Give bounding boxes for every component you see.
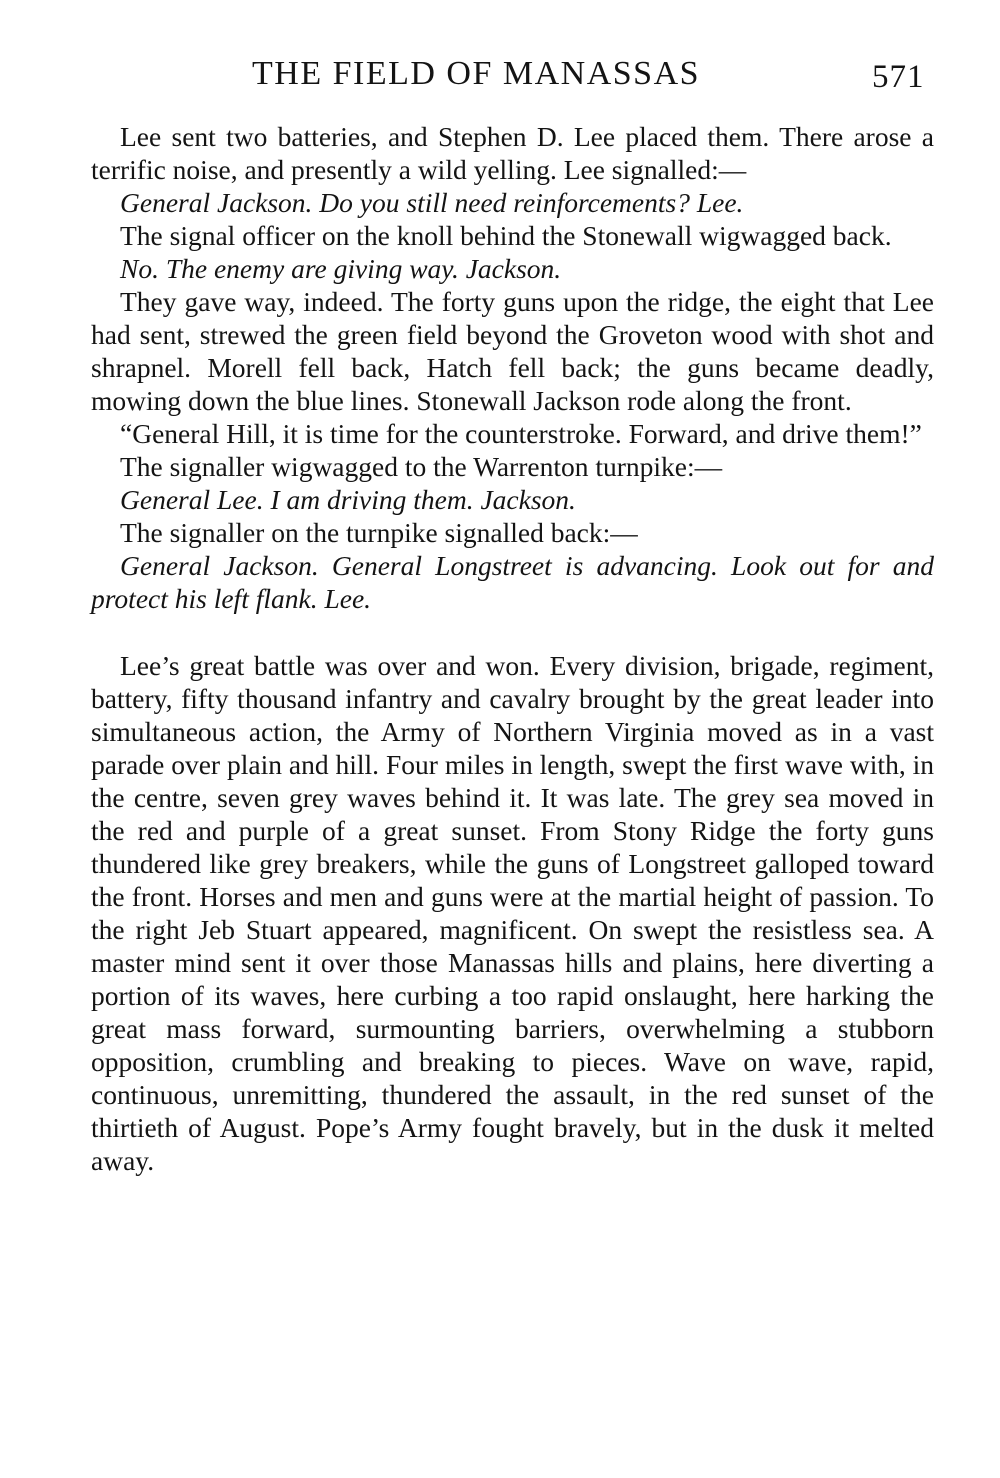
signal-message: General Jackson. Do you still need reinforcements? Lee. — [120, 187, 744, 218]
body-text — [91, 120, 934, 1177]
paragraph: Lee sent two batteries, and Stephen D. Lee placed them. There arose a terrific noise, and presently a wild yelling. Lee signalled:— — [91, 121, 934, 185]
chapter-title: THE FIELD OF MANASSAS — [252, 55, 701, 92]
dialogue-paragraph: “General Hill, it is time for the counterstroke. Forward, and drive them!” — [120, 418, 922, 449]
section-break — [91, 615, 934, 649]
signal-message: General Jackson. General Longstreet is advancing. Look out for and protect his left flank. Lee. — [91, 550, 934, 614]
running-head — [0, 52, 1000, 96]
paragraph: The signaller on the turnpike signalled back:— — [120, 517, 638, 548]
paragraph: The signaller wigwagged to the Warrenton turnpike:— — [120, 451, 723, 482]
signal-message: No. The enemy are giving way. Jackson. — [120, 253, 562, 284]
paragraph: Lee’s great battle was over and won. Every division, brigade, regiment, battery, fifty thousand infantry and cavalry brought by the great leader into simultaneous action, the Army of Northern Virginia moved as in a vast parade over plain and hill. Four miles in length, swept the first wave with, in the centre, seven grey waves behind it. It was late. The grey sea moved in the red and purple of a great sunset. From Stony Ridge the forty guns thundered like grey breakers, while the guns of Longstreet galloped toward the front. Horses and men and guns were at the martial height of passion. To the right Jeb Stuart appeared, magnificent. On swept the resistless sea. A master mind sent it over those Manassas hills and plains, here diverting a portion of its waves, here curbing a too rapid onslaught, here harking the great mass forward, surmounting barriers, overwhelming a stubborn opposition, crumbling and breaking to pieces. Wave on wave, rapid, continuous, unremitting, thundered the assault, in the red sunset of the thirtieth of August. Pope’s Army fought bravely, but in the dusk it melted away. — [91, 650, 934, 1176]
paragraph: They gave way, indeed. The forty guns upon the ridge, the eight that Lee had sent, strewed the green field beyond the Groveton wood with shot and shrapnel. Morell fell back, Hatch fell back; the guns became deadly, mowing down the blue lines. Stonewall Jackson rode along the front. — [91, 286, 934, 416]
paragraph: The signal officer on the knoll behind the Stonewall wigwagged back. — [120, 220, 892, 251]
page-number: 571 — [872, 59, 925, 95]
signal-message: General Lee. I am driving them. Jackson. — [120, 484, 576, 515]
